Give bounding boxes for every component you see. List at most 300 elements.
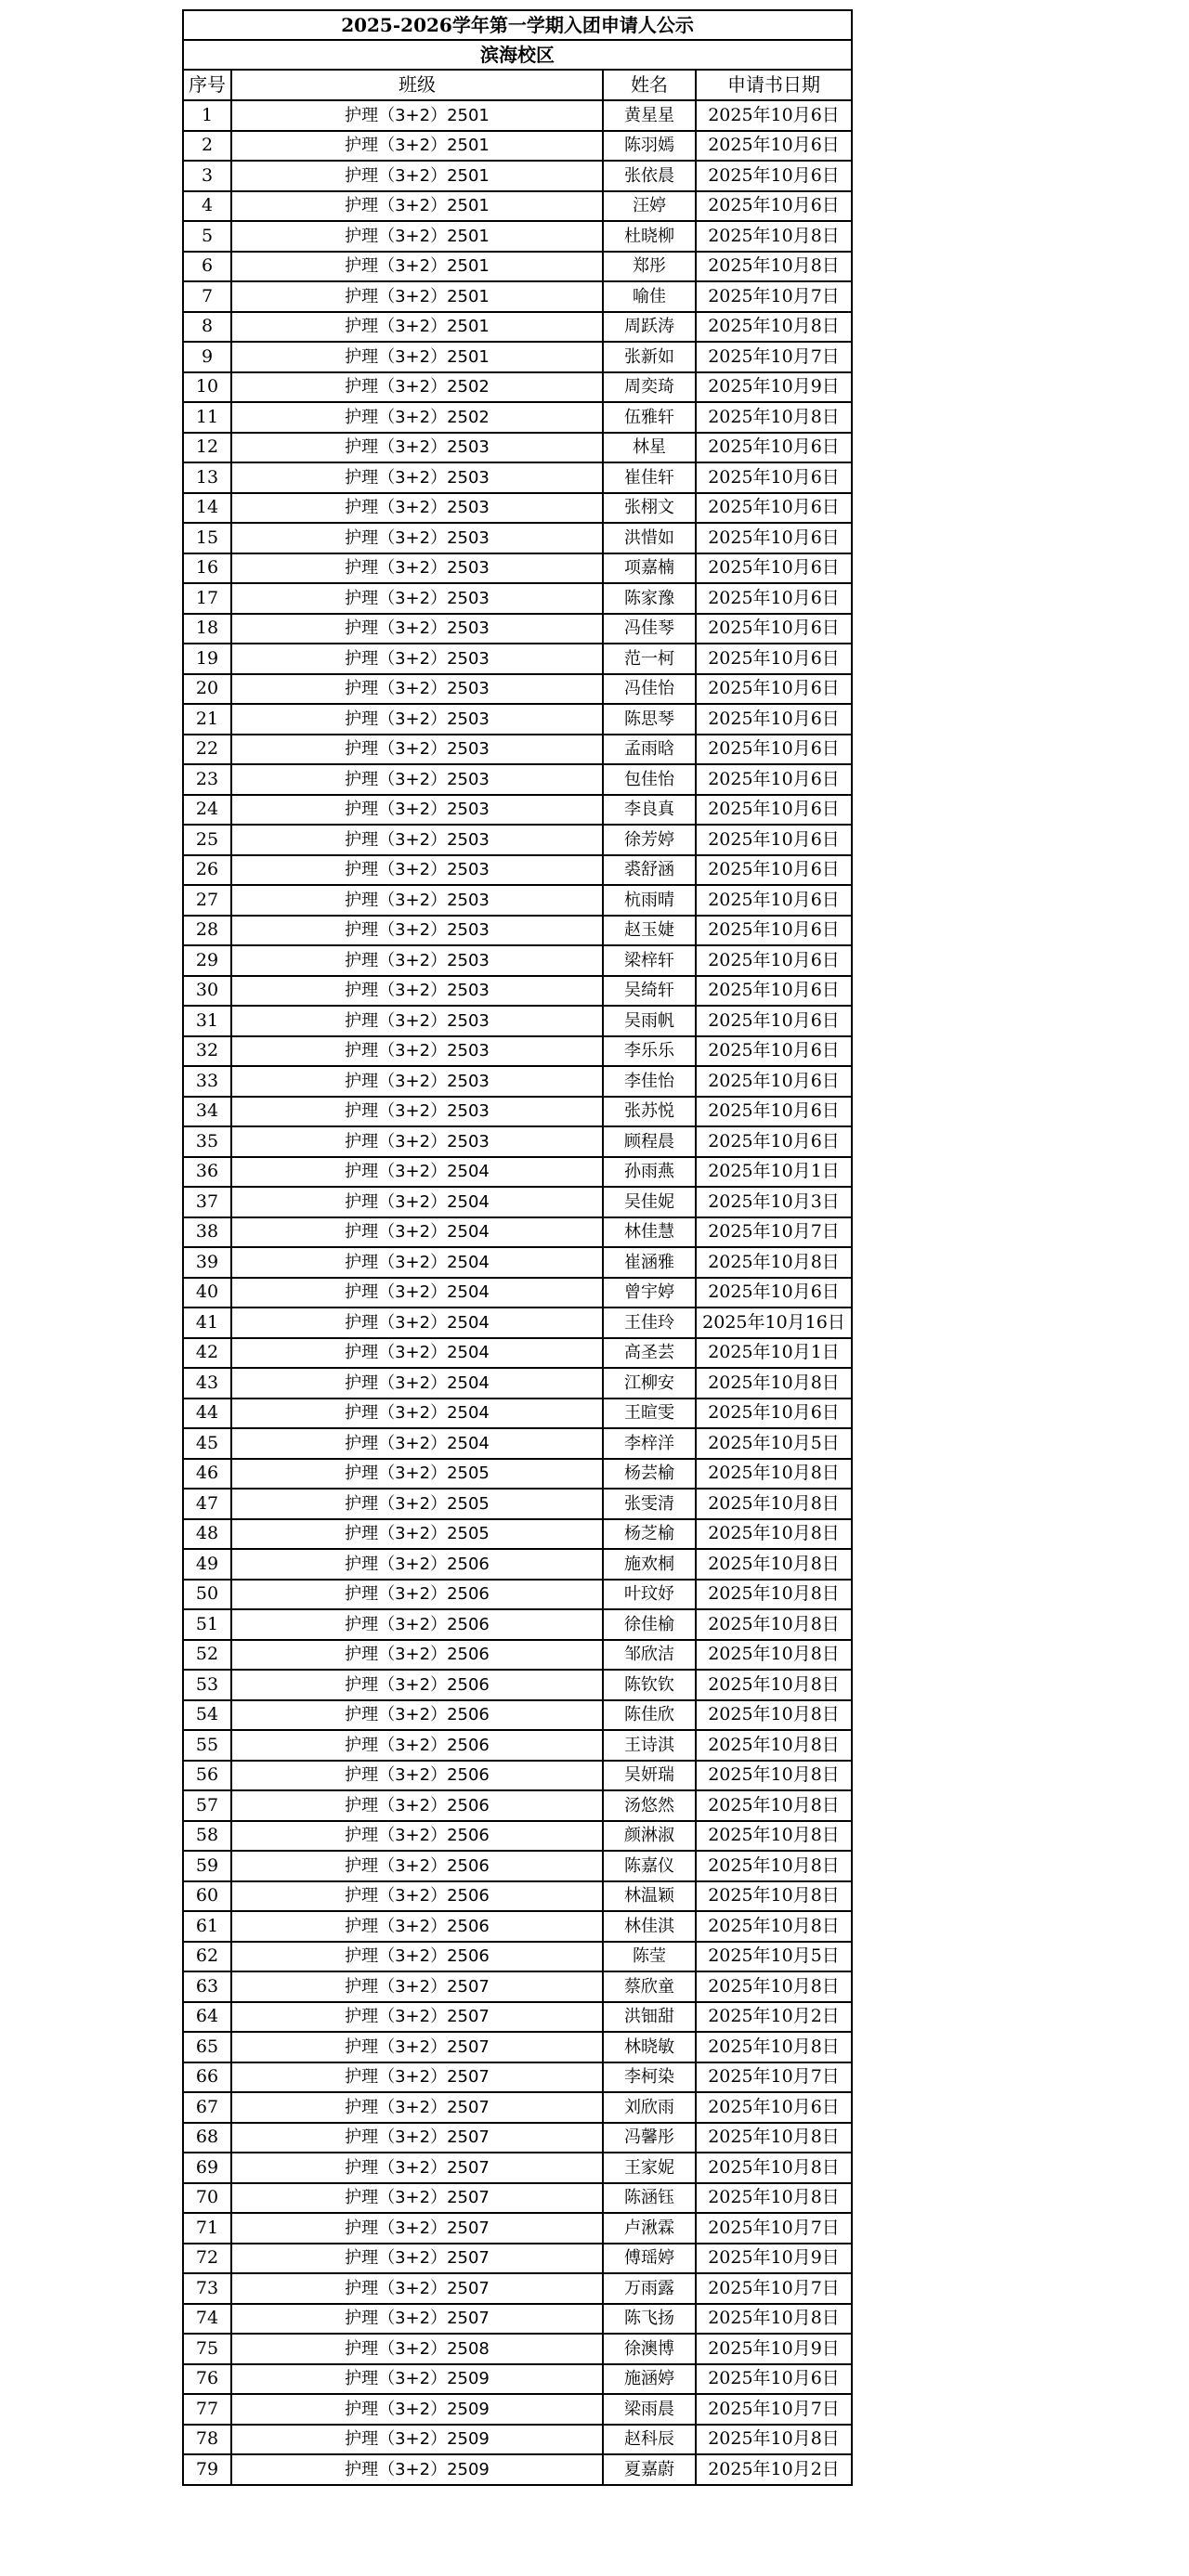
table-row — [183, 2002, 852, 2033]
row-index: 24 — [183, 795, 231, 826]
row-class: 护理（3+2）2503 — [231, 493, 603, 524]
row-date: 2025年10月6日 — [696, 100, 852, 131]
row-index: 74 — [183, 2304, 231, 2335]
row-date: 2025年10月6日 — [696, 945, 852, 976]
row-date: 2025年10月6日 — [696, 855, 852, 886]
row-name: 陈莹 — [603, 1942, 696, 1972]
row-index: 42 — [183, 1338, 231, 1369]
row-index: 49 — [183, 1549, 231, 1580]
row-class: 护理（3+2）2506 — [231, 1790, 603, 1821]
row-date: 2025年10月6日 — [696, 976, 852, 1007]
row-index: 29 — [183, 945, 231, 976]
row-class: 护理（3+2）2506 — [231, 1609, 603, 1640]
table-row — [183, 1519, 852, 1550]
row-index: 38 — [183, 1217, 231, 1248]
row-name: 黄星星 — [603, 100, 696, 131]
row-class: 护理（3+2）2507 — [231, 2213, 603, 2244]
row-name: 吴绮轩 — [603, 976, 696, 1007]
row-name: 陈家豫 — [603, 583, 696, 614]
row-date: 2025年10月6日 — [696, 1097, 852, 1127]
row-index: 14 — [183, 493, 231, 524]
table-row — [183, 2092, 852, 2123]
row-index: 72 — [183, 2244, 231, 2274]
row-name: 张依晨 — [603, 161, 696, 191]
row-class: 护理（3+2）2501 — [231, 281, 603, 312]
row-class: 护理（3+2）2506 — [231, 1851, 603, 1881]
table-row — [183, 281, 852, 312]
table-row — [183, 191, 852, 222]
row-name: 伍雅轩 — [603, 402, 696, 433]
row-date: 2025年10月6日 — [696, 795, 852, 826]
row-class: 护理（3+2）2506 — [231, 1730, 603, 1761]
row-name: 喻佳 — [603, 281, 696, 312]
row-class: 护理（3+2）2509 — [231, 2425, 603, 2455]
table-row — [183, 1036, 852, 1067]
row-class: 护理（3+2）2507 — [231, 2304, 603, 2335]
table-row — [183, 2123, 852, 2153]
row-index: 16 — [183, 553, 231, 584]
table-row — [183, 1459, 852, 1490]
row-index: 35 — [183, 1126, 231, 1157]
row-index: 61 — [183, 1911, 231, 1942]
row-date: 2025年10月8日 — [696, 1971, 852, 2002]
row-index: 19 — [183, 644, 231, 674]
row-class: 护理（3+2）2503 — [231, 764, 603, 795]
row-name: 林星 — [603, 433, 696, 463]
row-class: 护理（3+2）2506 — [231, 1700, 603, 1731]
row-name: 徐佳榆 — [603, 1609, 696, 1640]
table-row — [183, 1006, 852, 1036]
row-index: 65 — [183, 2032, 231, 2062]
table-row — [183, 1157, 852, 1188]
row-name: 李乐乐 — [603, 1036, 696, 1067]
table-row — [183, 2032, 852, 2062]
row-date: 2025年10月6日 — [696, 885, 852, 916]
row-class: 护理（3+2）2506 — [231, 1821, 603, 1852]
row-class: 护理（3+2）2503 — [231, 795, 603, 826]
row-class: 护理（3+2）2503 — [231, 462, 603, 493]
row-name: 林晓敏 — [603, 2032, 696, 2062]
table-row — [183, 221, 852, 252]
row-index: 48 — [183, 1519, 231, 1550]
row-index: 39 — [183, 1247, 231, 1278]
row-name: 冯佳怡 — [603, 674, 696, 705]
row-index: 77 — [183, 2394, 231, 2425]
row-date: 2025年10月6日 — [696, 1278, 852, 1308]
row-date: 2025年10月7日 — [696, 281, 852, 312]
row-class: 护理（3+2）2503 — [231, 1006, 603, 1036]
table-row — [183, 916, 852, 946]
row-class: 护理（3+2）2503 — [231, 825, 603, 855]
row-date: 2025年10月9日 — [696, 2244, 852, 2274]
table-row — [183, 523, 852, 553]
row-date: 2025年10月6日 — [696, 916, 852, 946]
table-row — [183, 855, 852, 886]
row-date: 2025年10月6日 — [696, 553, 852, 584]
row-name: 林佳淇 — [603, 1911, 696, 1942]
table-row — [183, 2334, 852, 2364]
row-index: 46 — [183, 1459, 231, 1490]
row-class: 护理（3+2）2503 — [231, 1066, 603, 1097]
row-class: 护理（3+2）2501 — [231, 131, 603, 162]
row-name: 洪惜如 — [603, 523, 696, 553]
row-name: 陈钦钦 — [603, 1670, 696, 1700]
table-row — [183, 2183, 852, 2214]
row-name: 周跃涛 — [603, 312, 696, 343]
row-date: 2025年10月8日 — [696, 1640, 852, 1671]
row-class: 护理（3+2）2507 — [231, 2244, 603, 2274]
row-index: 32 — [183, 1036, 231, 1067]
table-row — [183, 704, 852, 735]
row-date: 2025年10月8日 — [696, 1459, 852, 1490]
row-index: 69 — [183, 2153, 231, 2183]
row-date: 2025年10月8日 — [696, 312, 852, 343]
row-date: 2025年10月8日 — [696, 1911, 852, 1942]
row-index: 71 — [183, 2213, 231, 2244]
row-name: 李柯染 — [603, 2062, 696, 2093]
row-date: 2025年10月6日 — [696, 614, 852, 644]
table-row — [183, 2153, 852, 2183]
row-date: 2025年10月7日 — [696, 342, 852, 372]
row-index: 2 — [183, 131, 231, 162]
row-name: 颜淋淑 — [603, 1821, 696, 1852]
row-class: 护理（3+2）2501 — [231, 191, 603, 222]
row-date: 2025年10月8日 — [696, 2153, 852, 2183]
row-date: 2025年10月6日 — [696, 191, 852, 222]
table-row — [183, 433, 852, 463]
row-name: 叶玟妤 — [603, 1580, 696, 1610]
row-index: 68 — [183, 2123, 231, 2153]
row-class: 护理（3+2）2505 — [231, 1489, 603, 1519]
header-index: 序号 — [183, 70, 231, 100]
row-name: 郑彤 — [603, 252, 696, 282]
row-date: 2025年10月8日 — [696, 1790, 852, 1821]
row-name: 邹欣洁 — [603, 1640, 696, 1671]
row-date: 2025年10月1日 — [696, 1338, 852, 1369]
row-class: 护理（3+2）2504 — [231, 1157, 603, 1188]
row-name: 蔡欣童 — [603, 1971, 696, 2002]
row-date: 2025年10月9日 — [696, 2334, 852, 2364]
row-date: 2025年10月6日 — [696, 1006, 852, 1036]
row-index: 60 — [183, 1881, 231, 1912]
row-date: 2025年10月8日 — [696, 1700, 852, 1731]
row-class: 护理（3+2）2502 — [231, 402, 603, 433]
table-row — [183, 252, 852, 282]
row-class: 护理（3+2）2503 — [231, 1036, 603, 1067]
table-row — [183, 1247, 852, 1278]
row-class: 护理（3+2）2509 — [231, 2454, 603, 2485]
row-date: 2025年10月6日 — [696, 644, 852, 674]
row-date: 2025年10月6日 — [696, 1126, 852, 1157]
table-row — [183, 1217, 852, 1248]
row-class: 护理（3+2）2504 — [231, 1278, 603, 1308]
row-index: 15 — [183, 523, 231, 553]
row-class: 护理（3+2）2506 — [231, 1670, 603, 1700]
row-class: 护理（3+2）2504 — [231, 1247, 603, 1278]
row-name: 施涵婷 — [603, 2364, 696, 2395]
row-name: 林佳慧 — [603, 1217, 696, 1248]
row-index: 9 — [183, 342, 231, 372]
row-index: 47 — [183, 1489, 231, 1519]
row-date: 2025年10月6日 — [696, 2092, 852, 2123]
row-index: 63 — [183, 1971, 231, 2002]
row-class: 护理（3+2）2507 — [231, 1971, 603, 2002]
row-class: 护理（3+2）2503 — [231, 553, 603, 584]
table-row — [183, 2273, 852, 2304]
row-name: 吴妍瑞 — [603, 1761, 696, 1791]
table-row — [183, 1851, 852, 1881]
row-name: 崔佳轩 — [603, 462, 696, 493]
row-index: 51 — [183, 1609, 231, 1640]
row-date: 2025年10月8日 — [696, 1368, 852, 1399]
header-date: 申请书日期 — [696, 70, 852, 100]
row-index: 30 — [183, 976, 231, 1007]
row-date: 2025年10月8日 — [696, 1821, 852, 1852]
row-date: 2025年10月8日 — [696, 252, 852, 282]
table-row — [183, 2394, 852, 2425]
row-index: 78 — [183, 2425, 231, 2455]
row-index: 44 — [183, 1399, 231, 1429]
table-row — [183, 1489, 852, 1519]
row-date: 2025年10月8日 — [696, 1730, 852, 1761]
table-row — [183, 1428, 852, 1459]
row-class: 护理（3+2）2501 — [231, 221, 603, 252]
row-date: 2025年10月7日 — [696, 2213, 852, 2244]
table-row — [183, 1821, 852, 1852]
row-class: 护理（3+2）2506 — [231, 1640, 603, 1671]
row-date: 2025年10月2日 — [696, 2454, 852, 2485]
row-name: 裘舒涵 — [603, 855, 696, 886]
table-row — [183, 2244, 852, 2274]
row-index: 12 — [183, 433, 231, 463]
row-class: 护理（3+2）2509 — [231, 2394, 603, 2425]
row-date: 2025年10月7日 — [696, 2273, 852, 2304]
row-name: 杨芝榆 — [603, 1519, 696, 1550]
row-index: 6 — [183, 252, 231, 282]
row-index: 3 — [183, 161, 231, 191]
row-index: 52 — [183, 1640, 231, 1671]
row-date: 2025年10月7日 — [696, 2394, 852, 2425]
row-index: 18 — [183, 614, 231, 644]
applicant-table — [182, 9, 853, 2486]
table-row — [183, 1971, 852, 2002]
row-class: 护理（3+2）2506 — [231, 1881, 603, 1912]
row-index: 20 — [183, 674, 231, 705]
table-row — [183, 1640, 852, 1671]
row-name: 崔涵雅 — [603, 1247, 696, 1278]
row-date: 2025年10月6日 — [696, 1066, 852, 1097]
row-index: 66 — [183, 2062, 231, 2093]
table-row — [183, 1670, 852, 1700]
row-index: 41 — [183, 1308, 231, 1338]
table-row — [183, 1580, 852, 1610]
row-index: 70 — [183, 2183, 231, 2214]
row-class: 护理（3+2）2503 — [231, 945, 603, 976]
table-row — [183, 493, 852, 524]
table-row — [183, 1911, 852, 1942]
row-class: 护理（3+2）2501 — [231, 252, 603, 282]
row-class: 护理（3+2）2508 — [231, 2334, 603, 2364]
row-class: 护理（3+2）2501 — [231, 161, 603, 191]
table-row — [183, 2213, 852, 2244]
row-index: 64 — [183, 2002, 231, 2033]
row-date: 2025年10月5日 — [696, 1942, 852, 1972]
row-name: 陈思琴 — [603, 704, 696, 735]
row-class: 护理（3+2）2503 — [231, 885, 603, 916]
row-name: 陈涵钰 — [603, 2183, 696, 2214]
row-index: 34 — [183, 1097, 231, 1127]
row-index: 36 — [183, 1157, 231, 1188]
table-row — [183, 2062, 852, 2093]
row-index: 22 — [183, 735, 231, 765]
row-date: 2025年10月8日 — [696, 402, 852, 433]
table-row — [183, 131, 852, 162]
row-name: 王佳玲 — [603, 1308, 696, 1338]
row-date: 2025年10月6日 — [696, 583, 852, 614]
row-date: 2025年10月7日 — [696, 1217, 852, 1248]
row-name: 张新如 — [603, 342, 696, 372]
row-name: 王家妮 — [603, 2153, 696, 2183]
row-index: 5 — [183, 221, 231, 252]
row-name: 王暄雯 — [603, 1399, 696, 1429]
row-name: 李良真 — [603, 795, 696, 826]
table-row — [183, 644, 852, 674]
row-name: 梁雨晨 — [603, 2394, 696, 2425]
table-row — [183, 1097, 852, 1127]
row-date: 2025年10月9日 — [696, 372, 852, 403]
row-name: 杭雨晴 — [603, 885, 696, 916]
document-title: 2025-2026学年第一学期入团申请人公示 — [183, 10, 852, 40]
header-class: 班级 — [231, 70, 603, 100]
row-index: 11 — [183, 402, 231, 433]
row-date: 2025年10月2日 — [696, 2002, 852, 2033]
row-date: 2025年10月8日 — [696, 1549, 852, 1580]
row-name: 杨芸榆 — [603, 1459, 696, 1490]
row-name: 梁梓轩 — [603, 945, 696, 976]
row-index: 37 — [183, 1187, 231, 1217]
row-name: 徐澳博 — [603, 2334, 696, 2364]
table-row — [183, 1308, 852, 1338]
row-name: 刘欣雨 — [603, 2092, 696, 2123]
row-index: 31 — [183, 1006, 231, 1036]
row-date: 2025年10月6日 — [696, 523, 852, 553]
row-name: 陈羽嫣 — [603, 131, 696, 162]
row-index: 23 — [183, 764, 231, 795]
row-date: 2025年10月6日 — [696, 433, 852, 463]
row-index: 43 — [183, 1368, 231, 1399]
row-date: 2025年10月7日 — [696, 2062, 852, 2093]
row-date: 2025年10月6日 — [696, 462, 852, 493]
row-index: 27 — [183, 885, 231, 916]
row-date: 2025年10月6日 — [696, 704, 852, 735]
table-row — [183, 1187, 852, 1217]
table-row — [183, 462, 852, 493]
row-name: 曾宇婷 — [603, 1278, 696, 1308]
row-name: 孙雨燕 — [603, 1157, 696, 1188]
campus-name: 滨海校区 — [183, 40, 852, 70]
row-class: 护理（3+2）2507 — [231, 2062, 603, 2093]
table-row — [183, 553, 852, 584]
row-class: 护理（3+2）2501 — [231, 312, 603, 343]
row-class: 护理（3+2）2507 — [231, 2002, 603, 2033]
row-date: 2025年10月6日 — [696, 674, 852, 705]
row-index: 73 — [183, 2273, 231, 2304]
table-row — [183, 342, 852, 372]
row-date: 2025年10月6日 — [696, 1399, 852, 1429]
row-index: 59 — [183, 1851, 231, 1881]
row-date: 2025年10月8日 — [696, 1609, 852, 1640]
table-header — [183, 70, 852, 100]
row-class: 护理（3+2）2503 — [231, 583, 603, 614]
row-name: 施欢桐 — [603, 1549, 696, 1580]
row-index: 26 — [183, 855, 231, 886]
row-class: 护理（3+2）2507 — [231, 2032, 603, 2062]
row-name: 陈嘉仪 — [603, 1851, 696, 1881]
row-date: 2025年10月8日 — [696, 1580, 852, 1610]
row-name: 徐芳婷 — [603, 825, 696, 855]
row-class: 护理（3+2）2509 — [231, 2364, 603, 2395]
row-class: 护理（3+2）2505 — [231, 1519, 603, 1550]
row-name: 卢湫霖 — [603, 2213, 696, 2244]
row-date: 2025年10月6日 — [696, 1036, 852, 1067]
row-name: 汪婷 — [603, 191, 696, 222]
row-name: 赵玉婕 — [603, 916, 696, 946]
row-index: 67 — [183, 2092, 231, 2123]
row-name: 汤悠然 — [603, 1790, 696, 1821]
row-class: 护理（3+2）2502 — [231, 372, 603, 403]
table-row — [183, 1549, 852, 1580]
row-index: 8 — [183, 312, 231, 343]
table-row — [183, 1790, 852, 1821]
table-row — [183, 1700, 852, 1731]
row-index: 50 — [183, 1580, 231, 1610]
table-row — [183, 1278, 852, 1308]
row-name: 吴佳妮 — [603, 1187, 696, 1217]
table-row — [183, 674, 852, 705]
row-date: 2025年10月6日 — [696, 131, 852, 162]
row-name: 陈飞扬 — [603, 2304, 696, 2335]
table-row — [183, 100, 852, 131]
row-name: 傅瑶婷 — [603, 2244, 696, 2274]
row-class: 护理（3+2）2503 — [231, 433, 603, 463]
row-name: 张苏悦 — [603, 1097, 696, 1127]
row-date: 2025年10月8日 — [696, 2032, 852, 2062]
row-index: 57 — [183, 1790, 231, 1821]
row-name: 包佳怡 — [603, 764, 696, 795]
table-row — [183, 885, 852, 916]
row-date: 2025年10月8日 — [696, 221, 852, 252]
row-date: 2025年10月1日 — [696, 1157, 852, 1188]
table-row — [183, 402, 852, 433]
row-name: 林温颖 — [603, 1881, 696, 1912]
table-row — [183, 976, 852, 1007]
row-class: 护理（3+2）2504 — [231, 1368, 603, 1399]
row-name: 李梓洋 — [603, 1428, 696, 1459]
row-date: 2025年10月6日 — [696, 735, 852, 765]
table-row — [183, 1368, 852, 1399]
row-index: 40 — [183, 1278, 231, 1308]
table-row — [183, 795, 852, 826]
row-date: 2025年10月6日 — [696, 2364, 852, 2395]
row-class: 护理（3+2）2503 — [231, 704, 603, 735]
row-name: 高圣芸 — [603, 1338, 696, 1369]
row-class: 护理（3+2）2506 — [231, 1549, 603, 1580]
table-row — [183, 1609, 852, 1640]
row-class: 护理（3+2）2504 — [231, 1338, 603, 1369]
row-name: 顾程晨 — [603, 1126, 696, 1157]
table-row — [183, 735, 852, 765]
row-date: 2025年10月8日 — [696, 2425, 852, 2455]
